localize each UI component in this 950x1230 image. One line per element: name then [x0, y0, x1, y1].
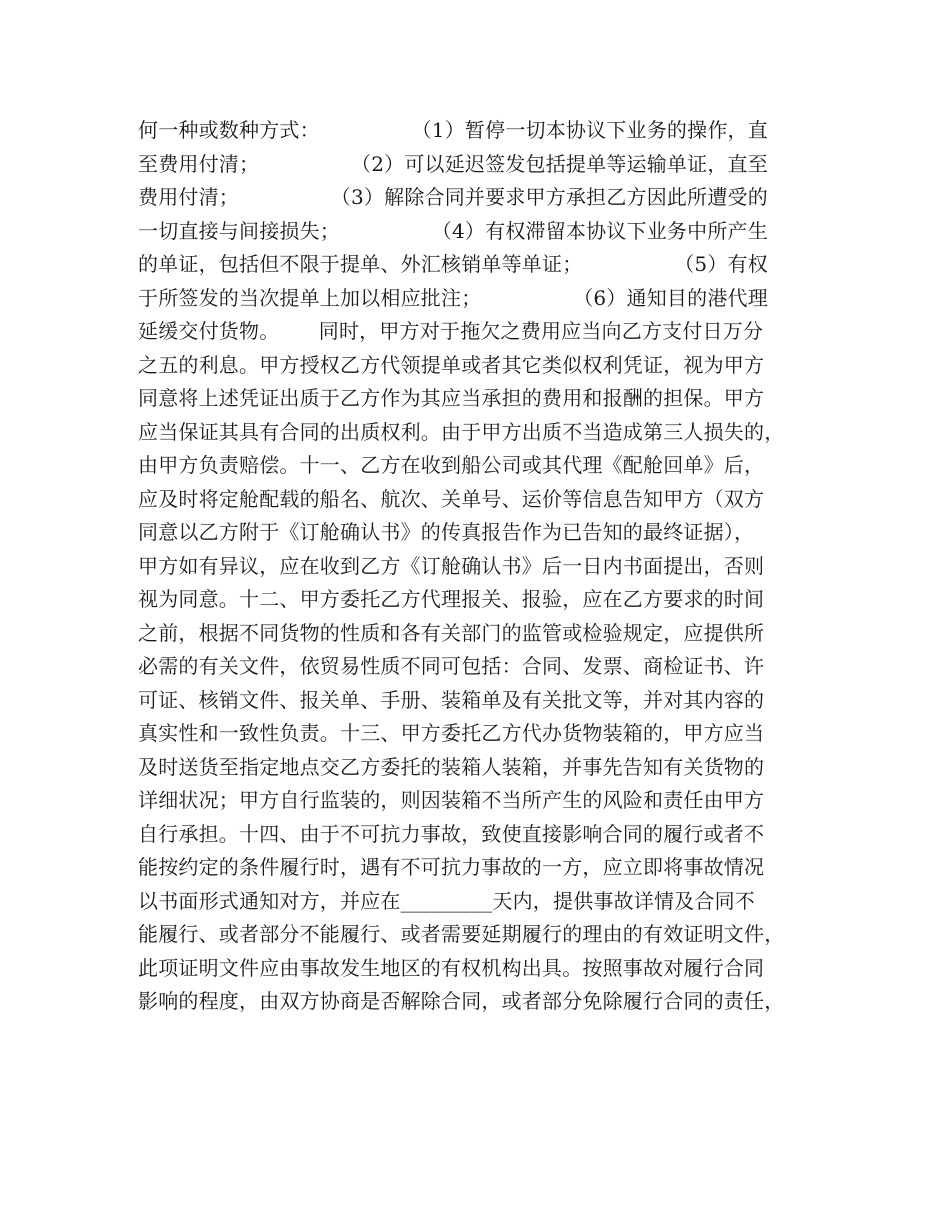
text-line: 一切直接与间接损失； （4）有权滞留本协议下业务中所产生: [138, 218, 768, 243]
text-line: 于所签发的当次提单上加以相应批注； （6）通知目的港代理: [138, 285, 768, 310]
text-line: 至费用付清； （2）可以延迟签发包括提单等运输单证，直至: [138, 151, 768, 176]
text-line: 可证、核销文件、报关单、手册、装箱单及有关批文等，并对其内容的: [138, 687, 765, 712]
text-line: 由甲方负责赔偿。十一、乙方在收到船公司或其代理《配舱回单》后，: [138, 453, 765, 477]
text-line: 之五的利息。甲方授权乙方代领提单或者其它类似权利凭证，视为甲方: [138, 352, 765, 377]
text-line: 能履行、或者部分不能履行、或者需要延期履行的理由的有效证明文件，: [138, 922, 785, 946]
text-line: 的单证，包括但不限于提单、外汇核销单等单证； （5）有权: [138, 252, 768, 276]
text-line: 之前，根据不同货物的性质和各有关部门的监管或检验规定，应提供所: [138, 620, 765, 645]
text-line: 同意将上述凭证出质于乙方作为其应当承担的费用和报酬的担保。甲方: [138, 386, 765, 410]
text-line: 必需的有关文件，依贸易性质不同可包括：合同、发票、商检证书、许: [138, 654, 765, 678]
text-line: 何一种或数种方式： （1）暂停一切本协议下业务的操作，直: [138, 118, 768, 142]
text-line: 应及时将定舱配载的船名、航次、关单号、运价等信息告知甲方（双方: [138, 486, 765, 511]
text-line: 应当保证其具有合同的出质权利。由于甲方出质不当造成第三人损失的，: [138, 419, 785, 444]
contract-text-body: [138, 114, 818, 1019]
text-line: 能按约定的条件履行时，遇有不可抗力事故的一方，应立即将事故情况: [138, 855, 765, 879]
text-line: 延缓交付货物。 同时，甲方对于拖欠之费用应当向乙方支付日万分: [138, 319, 764, 343]
text-line: 影响的程度，由双方协商是否解除合同，或者部分免除履行合同的责任，: [138, 989, 785, 1013]
text-line: 详细状况；甲方自行监装的，则因装箱不当所产生的风险和责任由甲方: [138, 788, 765, 812]
text-line: 真实性和一致性负责。十三、甲方委托乙方代办货物装箱的，甲方应当: [138, 721, 765, 745]
text-line: 甲方如有异议，应在收到乙方《订舱确认书》后一日内书面提出，否则: [138, 553, 765, 578]
text-line: 同意以乙方附于《订舱确认书》的传真报告作为已告知的最终证据），: [138, 520, 755, 544]
text-line: 视为同意。十二、甲方委托乙方代理报关、报验，应在乙方要求的时间: [138, 587, 765, 611]
text-line: 及时送货至指定地点交乙方委托的装箱人装箱，并事先告知有关货物的: [138, 754, 765, 779]
text-line: 费用付清； （3）解除合同并要求甲方承担乙方因此所遭受的: [138, 185, 768, 209]
text-line: 自行承担。十四、由于不可抗力事故，致使直接影响合同的履行或者不: [138, 821, 765, 846]
text-line: 此项证明文件应由事故发生地区的有权机构出具。按照事故对履行合同: [138, 955, 765, 980]
text-line: 以书面形式通知对方，并应在_________天内，提供事故详情及合同不: [138, 888, 755, 913]
